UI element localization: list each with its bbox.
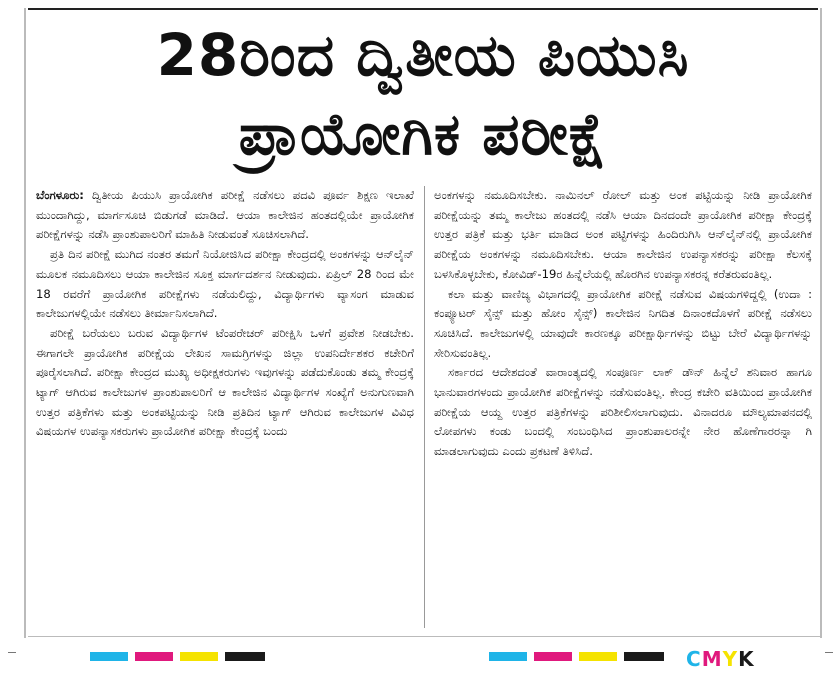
- bottom-margin-line: [28, 636, 820, 637]
- color-bar-black-left: [225, 652, 265, 661]
- headline-line-1: 28ರಿಂದ ದ್ವಿತೀಯ ಪಿಯುಸಿ: [156, 21, 690, 89]
- paragraph: [36, 186, 414, 245]
- column-divider: [424, 186, 425, 628]
- top-rule: [28, 8, 818, 10]
- right-margin-line: [820, 8, 822, 638]
- paragraph: ಪರೀಕ್ಷೆ ಬರೆಯಲು ಬರುವ ವಿದ್ಯಾರ್ಥಿಗಳ ಟೆಂಪರೇಚರ್ ಪರೀಕ್ಷಿಸಿ ಒಳಗೆ ಪ್ರವೇಶ ನೀಡಬೇಕು. ಈಗಾಗಲೇ ಪ್ರಾಯೋಗಿಕ ಪರೀಕ್ಷೆಯ ಲೇಖನ ಸಾಮಗ್ರಿಗಳನ್ನು ಜಿಲ್ಲಾ ಉಪನಿರ್ದೇಶಕರ ಕಚೇರಿಗೆ ಪೂರೈಸಲಾಗಿದೆ. ಪರೀಕ್ಷಾ ಕೇಂದ್ರದ ಮುಖ್ಯ ಅಧೀಕ್ಷಕರುಗಳು ಇವುಗಳನ್ನು ಪಡೆದುಕೊಂಡು ತಮ್ಮ ಕೇಂದ್ರಕ್ಕೆ ಟ್ಯಾಗ್ ಆಗಿರುವ ಕಾಲೇಜುಗಳ ಪ್ರಾಂಶುಪಾಲರಿಗೆ ಆ ಕಾಲೇಜಿನ ವಿದ್ಯಾರ್ಥಿಗಳ ಸಂಖ್ಯೆಗೆ ಅನುಗುಣವಾಗಿ ಉತ್ತರ ಪತ್ರಿಕೆಗಳು ಮತ್ತು ಅಂಕಪಟ್ಟಿಯನ್ನು ನೀಡಿ ಪ್ರತಿದಿನ ಟ್ಯಾಗ್ ಆಗಿರುವ ಕಾಲೇಜುಗಳ ವಿವಿಧ ವಿಷಯಗಳ ಉಪನ್ಯಾಸಕರುಗಳು ಪ್ರಾಯೋಗಿಕ ಪರೀಕ್ಷಾ ಕೇಂದ್ರಕ್ಕೆ ಬಂದು: [36, 325, 414, 439]
- headline: [28, 18, 818, 176]
- color-bar-yellow-left: [180, 652, 218, 661]
- paragraph-text: ದ್ವಿತೀಯ ಪಿಯುಸಿ ಪ್ರಾಯೋಗಿಕ ಪರೀಕ್ಷೆ ನಡೆಸಲು ಪದವಿ ಪೂರ್ವ ಶಿಕ್ಷಣ ಇಲಾಖೆ ಮುಂದಾಗಿದ್ದು, ಮಾರ್ಗಸೂಚಿ ಬಿಡುಗಡೆ ಮಾಡಿದೆ. ಆಯಾ ಕಾಲೇಜಿನ ಹಂತದಲ್ಲಿಯೇ ಪ್ರಾಯೋಗಿಕ ಪರೀಕ್ಷೆಗಳನ್ನು ನಡೆಸಿ ಪ್ರಾಂಶುಪಾಲರಿಗೆ ಮಾಹಿತಿ ನೀಡುವಂತೆ ಸೂಚಿಸಲಾಗಿದೆ.: [36, 188, 414, 242]
- cmyk-y: Y: [722, 647, 739, 671]
- color-bar-magenta-left: [135, 652, 173, 661]
- color-bar-cyan-right: [489, 652, 527, 661]
- cmyk-c: C: [686, 647, 702, 671]
- color-bar-black-right: [624, 652, 664, 661]
- dateline: ಬೆಂಗಳೂರು:: [36, 188, 84, 202]
- color-bar-magenta-right: [534, 652, 572, 661]
- headline-line-2: ಪ್ರಾಯೋಗಿಕ ಪರೀಕ್ಷೆ: [238, 100, 608, 168]
- color-bar-cyan-left: [90, 652, 128, 661]
- crop-mark-left: [8, 652, 16, 653]
- article-column-1: [36, 186, 414, 628]
- article-body: [36, 186, 812, 628]
- cmyk-label: [686, 647, 755, 671]
- paragraph: ಕಲಾ ಮತ್ತು ವಾಣಿಜ್ಯ ವಿಭಾಗದಲ್ಲಿ ಪ್ರಾಯೋಗಿಕ ಪರೀಕ್ಷೆ ನಡೆಸುವ ವಿಷಯಗಳಿದ್ದಲ್ಲಿ (ಉದಾ : ಕಂಪ್ಯೂಟರ್ ಸೈನ್ಸ್ ಮತ್ತು ಹೋಂ ಸೈನ್ಸ್) ಕಾಲೇಜಿನ ನಿಗದಿತ ದಿನಾಂಕದೊಳಗೆ ಪರೀಕ್ಷೆ ನಡೆಸಲು ಸೂಚಿಸಿದೆ. ಕಾಲೇಜುಗಳಲ್ಲಿ ಯಾವುದೇ ಕಾರಣಕ್ಕೂ ಪರೀಕ್ಷಾರ್ಥಿಗಳನ್ನು ಬಿಟ್ಟು ಬೇರೆ ವಿದ್ಯಾರ್ಥಿಗಳನ್ನು ಸೇರಿಸುವಂತಿಲ್ಲ.: [434, 286, 812, 360]
- article-column-2: [434, 186, 812, 628]
- paragraph: ಪ್ರತಿ ದಿನ ಪರೀಕ್ಷೆ ಮುಗಿದ ನಂತರ ತಮಗೆ ನಿಯೋಜಿಸಿದ ಪರೀಕ್ಷಾ ಕೇಂದ್ರದಲ್ಲಿ ಅಂಕಗಳನ್ನು ಆನ್‌ಲೈನ್ ಮೂಲಕ ನಮೂದಿಸಲು ಆಯಾ ಕಾಲೇಜಿನ ಸೂಕ್ತ ಮಾರ್ಗದರ್ಶನ ನೀಡುವುದು. ಏಪ್ರಿಲ್ 28 ರಿಂದ ಮೇ 18 ರವರೆಗೆ ಪ್ರಾಯೋಗಿಕ ಪರೀಕ್ಷೆಗಳು ನಡೆಯಲಿದ್ದು, ವಿದ್ಯಾರ್ಥಿಗಳು ವ್ಯಾಸಂಗ ಮಾಡುವ ಕಾಲೇಜುಗಳಲ್ಲಿಯೇ ನಡೆಸಲು ತೀರ್ಮಾನಿಸಲಾಗಿದೆ.: [36, 247, 414, 321]
- color-bar-yellow-right: [579, 652, 617, 661]
- cmyk-m: M: [701, 647, 723, 671]
- left-margin-line: [24, 8, 26, 638]
- paragraph: ಅಂಕಗಳನ್ನು ನಮೂದಿಸಬೇಕು. ನಾಮಿನಲ್ ರೋಲ್ ಮತ್ತು ಅಂಕ ಪಟ್ಟಿಯನ್ನು ನೀಡಿ ಪ್ರಾಯೋಗಿಕ ಪರೀಕ್ಷೆಯನ್ನು ತಮ್ಮ ಕಾಲೇಜು ಹಂತದಲ್ಲಿ ನಡೆಸಿ ಆಯಾ ದಿನದಂದೇ ಪ್ರಾಯೋಗಿಕ ಪರೀಕ್ಷಾ ಕೇಂದ್ರಕ್ಕೆ ಉತ್ತರ ಪತ್ರಿಕೆ ಮತ್ತು ಭರ್ತಿ ಮಾಡಿದ ಅಂಕ ಪಟ್ಟಿಗಳನ್ನು ಹಿಂದಿರುಗಿಸಿ ಆನ್‌ಲೈನ್‌ನಲ್ಲಿ ಪ್ರಾಯೋಗಿಕ ಪರೀಕ್ಷೆಯ ಅಂಕಗಳನ್ನು ನಮೂದಿಸಬೇಕು. ಆಯಾ ಕಾಲೇಜಿನ ಉಪನ್ಯಾಸಕರನ್ನು ಪರೀಕ್ಷಾ ಕೆಲಸಕ್ಕೆ ಬಳಸಿಕೊಳ್ಳಬೇಕು, ಕೋವಿಡ್-19ರ ಹಿನ್ನೆಲೆಯಲ್ಲಿ ಹೊರಗಿನ ಉಪನ್ಯಾಸಕರನ್ನ ಕರೆತರುವಂತಿಲ್ಲ.: [434, 188, 812, 281]
- paragraph: ಸರ್ಕಾರದ ಆದೇಶದಂತೆ ವಾರಾಂತ್ಯದಲ್ಲಿ ಸಂಪೂರ್ಣ ಲಾಕ್ ಡೌನ್ ಹಿನ್ನೆಲೆ ಶನಿವಾರ ಹಾಗೂ ಭಾನುವಾರಗಳಂದು ಪ್ರಾಯೋಗಿಕ ಪರೀಕ್ಷೆಗಳನ್ನು ನಡೆಸುವಂತಿಲ್ಲ. ಕೇಂದ್ರ ಕಚೇರಿ ವತಿಯಿಂದ ಪ್ರಾಯೋಗಿಕ ಪರೀಕ್ಷೆಯ ಆಯ್ದ ಉತ್ತರ ಪತ್ರಿಕೆಗಳನ್ನು ಪರಿಶೀಲಿಸಲಾಗುವುದು. ವಿನಾದರೂ ಮೌಲ್ಯಮಾಪನದಲ್ಲಿ ಲೋಪಗಳು ಕಂಡು ಬಂದಲ್ಲಿ ಸಂಬಂಧಿಸಿದ ಪ್ರಾಂಶುಪಾಲರನ್ನೇ ನೇರ ಹೊಣೆಗಾರರನ್ನಾ ಗಿ ಮಾಡಲಾಗುವುದು ಎಂದು ಪ್ರಕಟಣೆ ತಿಳಿಸಿದೆ.: [434, 365, 812, 459]
- cmyk-k: K: [738, 647, 755, 671]
- crop-mark-right: [825, 652, 833, 653]
